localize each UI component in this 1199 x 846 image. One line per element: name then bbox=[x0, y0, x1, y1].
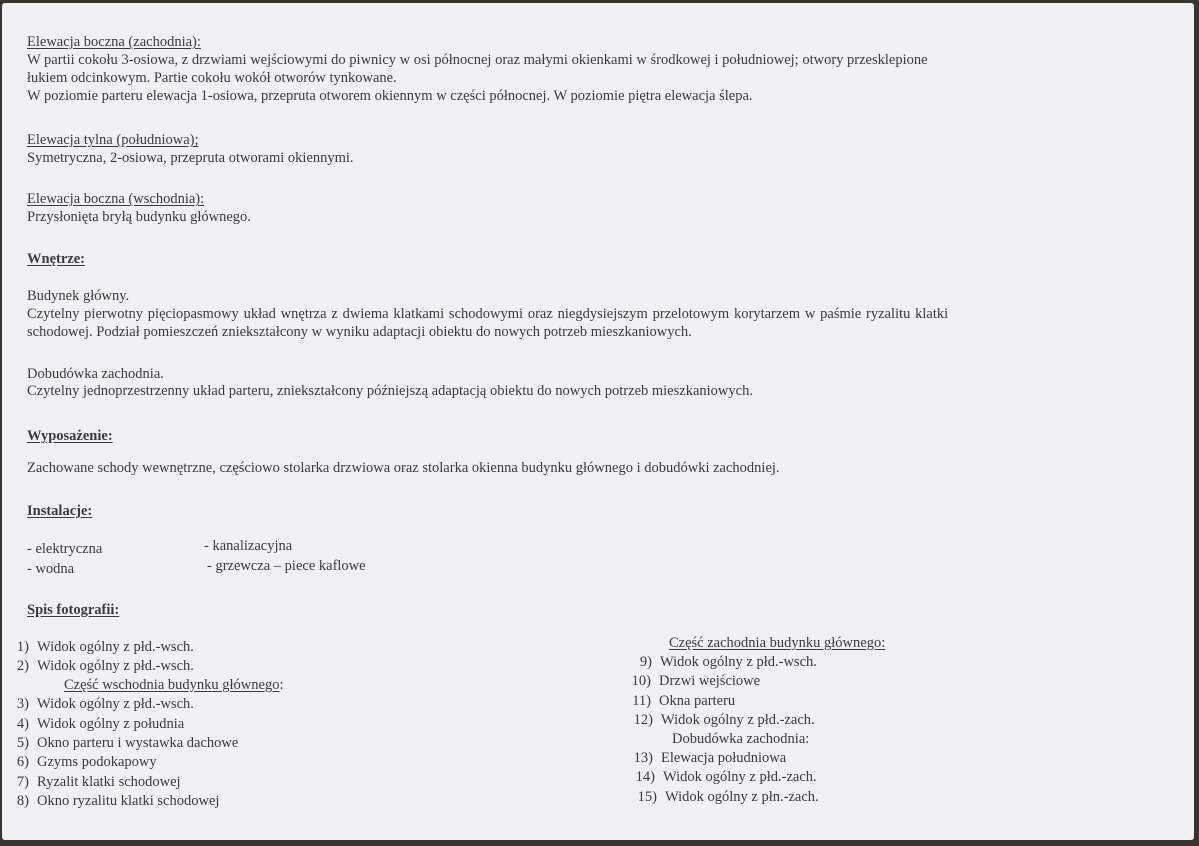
photo-caption: Widok ogólny z płd.-zach. bbox=[663, 769, 817, 785]
document-page bbox=[2, 3, 1194, 840]
photo-item bbox=[7, 735, 238, 752]
photo-item bbox=[7, 658, 194, 675]
installations-heading: Instalacje: bbox=[27, 503, 93, 519]
photo-caption: Widok ogólny z południa bbox=[37, 716, 185, 732]
photo-item bbox=[7, 793, 219, 810]
photo-item bbox=[617, 673, 760, 690]
photo-number: 13) bbox=[633, 750, 653, 766]
photo-caption: Ryzalit klatki schodowej bbox=[37, 774, 181, 790]
photo-number: 14) bbox=[635, 769, 655, 785]
photo-caption: Okno parteru i wystawka dachowe bbox=[37, 735, 239, 751]
photo-subheading-west: Część zachodnia budynku głównego: bbox=[669, 635, 886, 651]
elevation-west-heading: Elewacja boczna (zachodnia): bbox=[27, 34, 201, 50]
photo-number: 7) bbox=[16, 774, 29, 790]
interior-heading: Wnętrze: bbox=[27, 251, 85, 267]
west-annex-title: Dobudówka zachodnia. bbox=[27, 366, 164, 382]
photo-item bbox=[619, 750, 786, 767]
photo-item bbox=[7, 774, 181, 791]
photo-item bbox=[617, 693, 735, 710]
photo-caption: Widok ogólny z płd.-wsch. bbox=[37, 696, 194, 712]
photos-heading: Spis fotografii: bbox=[27, 602, 120, 618]
photo-caption: Widok ogólny z płn.-zach. bbox=[665, 789, 819, 805]
elevation-east-text: Przysłonięta bryłą budynku głównego. bbox=[27, 209, 251, 225]
photo-number: 12) bbox=[633, 712, 653, 728]
elevation-south-heading: Elewacja tylna (południowa); bbox=[27, 132, 199, 148]
photo-item bbox=[7, 716, 184, 733]
west-annex-text: Czytelny jednoprzestrzenny układ parteru, zniekształcony późniejszą adaptacją obiektu do nowych potrzeb mieszkaniowych. bbox=[27, 383, 753, 399]
photo-item bbox=[7, 754, 157, 771]
installation-water: - wodna bbox=[27, 561, 75, 577]
photo-caption: Gzyms podokapowy bbox=[37, 754, 157, 770]
elevation-east-heading: Elewacja boczna (wschodnia): bbox=[27, 191, 205, 207]
installation-electric: - elektryczna bbox=[27, 541, 103, 557]
photo-number: 11) bbox=[632, 693, 651, 709]
main-building-line-1: Czytelny pierwotny pięciopasmowy układ wnętrza z dwiema klatkami schodowymi oraz niegdysiejszym przelotowym korytarzem w paśmie ryzalitu klatki bbox=[27, 306, 949, 322]
elevation-west-line-1: W partii cokołu 3-osiowa, z drzwiami wejściowymi do piwnicy w osi północnej oraz małymi okienkami w środkowej i południowej; otwory przesklepione bbox=[27, 52, 928, 68]
photo-number: 9) bbox=[639, 654, 652, 670]
photo-item bbox=[7, 696, 194, 713]
photo-subheading-east: Część wschodnia budynku głównego: bbox=[64, 677, 284, 693]
photo-number: 8) bbox=[16, 793, 29, 809]
photo-number: 10) bbox=[631, 673, 651, 689]
photo-caption: Drzwi wejściowe bbox=[659, 673, 761, 689]
equipment-text: Zachowane schody wewnętrzne, częściowo stolarka drzwiowa oraz stolarka okienna budynku głównego i dobudówki zachodniej. bbox=[27, 460, 780, 476]
elevation-west-line-3: W poziomie parteru elewacja 1-osiowa, przepruta otworem okiennym w części północnej. W poziomie piętra elewacja ślepa. bbox=[27, 88, 753, 104]
main-building-title: Budynek główny. bbox=[27, 288, 130, 304]
photo-caption: Widok ogólny z płd.-zach. bbox=[661, 712, 815, 728]
photo-subheading-annex: Dobudówka zachodnia: bbox=[672, 731, 810, 747]
photo-item bbox=[623, 789, 819, 806]
installation-heating: - grzewcza – piece kaflowe bbox=[207, 558, 366, 574]
photo-caption: Widok ogólny z płd.-wsch. bbox=[660, 654, 817, 670]
equipment-heading: Wyposażenie: bbox=[27, 428, 113, 444]
photo-item bbox=[618, 654, 817, 671]
photo-item bbox=[621, 769, 817, 786]
photo-caption: Okna parteru bbox=[659, 693, 736, 709]
photo-caption: Widok ogólny z płd.-wsch. bbox=[37, 639, 194, 655]
photo-number: 5) bbox=[16, 735, 29, 751]
photo-number: 15) bbox=[637, 789, 657, 805]
main-building-line-2: schodowej. Podział pomieszczeń zniekształcony w wyniku adaptacji obiektu do nowych potrzeb mieszkaniowych. bbox=[27, 324, 692, 340]
photo-number: 1) bbox=[16, 639, 29, 655]
photo-item bbox=[7, 639, 194, 656]
photo-number: 4) bbox=[16, 716, 29, 732]
photo-number: 3) bbox=[16, 696, 29, 712]
installation-sewage: - kanalizacyjna bbox=[204, 538, 293, 554]
elevation-west-line-2: łukiem odcinkowym. Partie cokołu wokół otworów tynkowane. bbox=[27, 70, 397, 86]
photo-number: 6) bbox=[16, 754, 29, 770]
elevation-south-text: Symetryczna, 2-osiowa, przepruta otworami okiennymi. bbox=[27, 150, 354, 166]
photo-number: 2) bbox=[16, 658, 29, 674]
photo-caption: Widok ogólny z płd.-wsch. bbox=[37, 658, 194, 674]
photo-item bbox=[619, 712, 815, 729]
photo-caption: Elewacja południowa bbox=[661, 750, 787, 766]
photo-caption: Okno ryzalitu klatki schodowej bbox=[37, 793, 220, 809]
